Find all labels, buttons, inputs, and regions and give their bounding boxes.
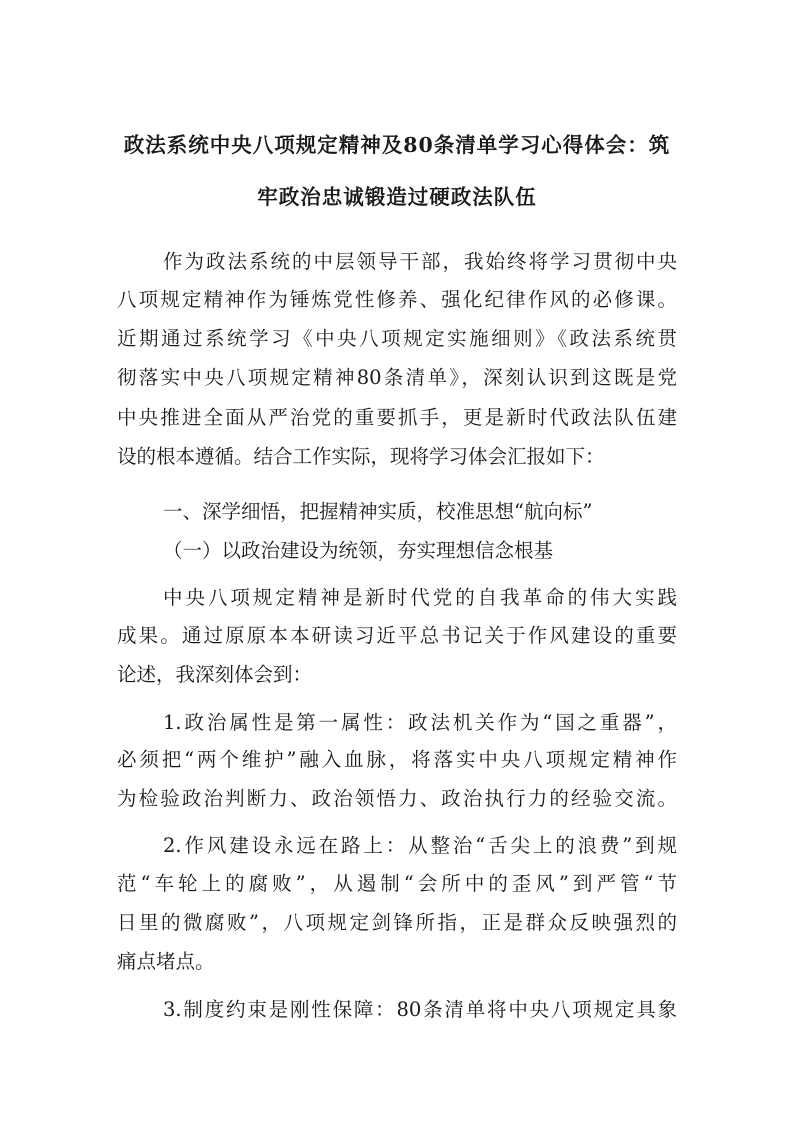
- paragraph-line: 论述，我深刻体会到：: [117, 663, 313, 686]
- list-item-line: 2.作风建设永远在路上：从整治“舌尖上的浪费”到规: [163, 834, 677, 857]
- document-title-line-2: 牢政治忠诚锻造过硬政法队伍: [257, 185, 537, 209]
- subsection-heading: （一）以政治建设为统领，夯实理想信念根基: [163, 539, 554, 562]
- paragraph-line: 成果。通过原原本本研读习近平总书记关于作风建设的重要: [117, 624, 677, 647]
- list-item-line: 1.政治属性是第一属性：政法机关作为“国之重器”，: [163, 711, 677, 734]
- paragraph-line: 彻落实中央八项规定精神80条清单》，深刻认识到这既是党: [117, 366, 677, 389]
- paragraph-line: 八项规定精神作为锤炼党性修养、强化纪律作风的必修课。: [117, 288, 677, 311]
- list-item-line: 为检验政治判断力、政治领悟力、政治执行力的经验交流。: [117, 787, 677, 810]
- paragraph-line: 作为政法系统的中层领导干部，我始终将学习贯彻中央: [163, 250, 677, 273]
- section-heading: 一、深学细悟，把握精神实质，校准思想“航向标”: [163, 500, 593, 523]
- paragraph-line: 设的根本遵循。结合工作实际，现将学习体会汇报如下：: [117, 445, 605, 468]
- paragraph-line: 中央推进全面从严治党的重要抓手，更是新时代政法队伍建: [117, 406, 677, 429]
- paragraph-line: 近期通过系统学习《中央八项规定实施细则》《政法系统贯: [117, 327, 677, 350]
- list-item-line: 范“车轮上的腐败”，从遏制“会所中的歪风”到严管“节: [117, 872, 677, 895]
- list-item-line: 痛点堵点。: [117, 950, 215, 973]
- list-item-line: 必须把“两个维护”融入血脉，将落实中央八项规定精神作: [117, 748, 677, 771]
- list-item-line: 日里的微腐败”，八项规定剑锋所指，正是群众反映强烈的: [117, 911, 677, 934]
- list-item-line: 3.制度约束是刚性保障：80条清单将中央八项规定具象: [163, 998, 677, 1021]
- paragraph-line: 中央八项规定精神是新时代党的自我革命的伟大实践: [163, 586, 677, 609]
- document-title-line-1: 政法系统中央八项规定精神及80条清单学习心得体会：筑: [123, 133, 671, 157]
